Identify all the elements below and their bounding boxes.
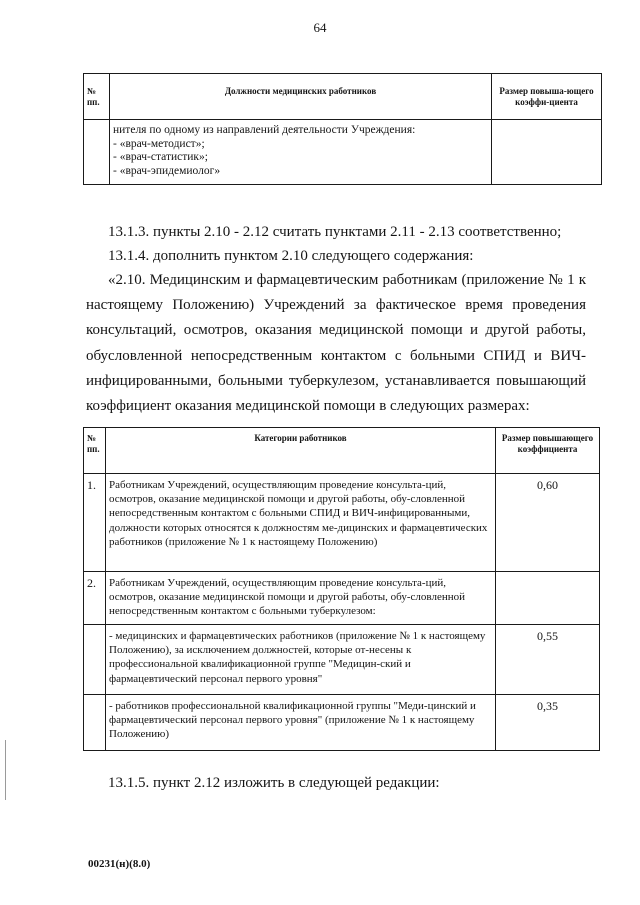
row-line: - «врач-статистик»; [113, 151, 208, 163]
row-text: Работникам Учреждений, осуществляющим проведение консульта-ций, осмотров, оказание медицинской помощи и другой работы, обу-словленной непосредственным контактом с больными туберкулезом: [106, 572, 496, 625]
header-coefficient: Размер повыша-ющего коэффи-циента [492, 74, 602, 120]
row-line: - «врач-методист»; [113, 137, 205, 150]
document-code: 00231(н)(8.0) [88, 858, 151, 870]
row-text-cell [110, 120, 492, 185]
row-line: - «врач-эпидемиолог» [113, 164, 221, 177]
row-value: 0,60 [496, 474, 600, 572]
table-row [84, 120, 602, 185]
paragraph-13-1-4: 13.1.4. дополнить пунктом 2.10 следующего содержания: [108, 248, 474, 264]
row-number-cell [84, 120, 110, 185]
row-value: 0,55 [496, 625, 600, 695]
row-text: - медицинских и фармацевтических работников (приложение № 1 к настоящему Положению), за исключением должностей, которые от-несены к профессиональной квалификационной группе "Медицин-ский и фармацевтический персонал первого уровня" [106, 625, 496, 695]
row-text: - работников профессиональной квалификационной группы "Меди-цинский и фармацевтический персонал первого уровня" (приложение № 1 к настоящему Положению) [106, 695, 496, 751]
row-text: Работникам Учреждений, осуществляющим проведение консульта-ций, осмотров, оказание медицинской помощи и другой работы, обу-словленной непосредственным контактом с больными СПИД и ВИЧ-инфицированными, должности которых относятся к должностям ме-дицинских и фармацевтических работников (приложение № 1 к настоящему Положению) [106, 474, 496, 572]
table-row [84, 572, 600, 625]
row-number: 2. [84, 572, 106, 625]
table-row [84, 474, 600, 572]
header-number: № пп. [84, 74, 110, 120]
scan-edge-mark [5, 740, 6, 800]
row-number: 1. [84, 474, 106, 572]
positions-table-continued [83, 73, 602, 185]
table-row [84, 625, 600, 695]
row-value [496, 572, 600, 625]
table-row [84, 695, 600, 751]
row-number [84, 695, 106, 751]
header-number: № пп. [84, 428, 106, 474]
header-positions: Должности медицинских работников [110, 74, 492, 120]
row-value-cell [492, 120, 602, 185]
coefficients-table [83, 427, 600, 751]
row-value: 0,35 [496, 695, 600, 751]
paragraph-2-10-text: «2.10. Медицинским и фармацевтическим работникам (приложение № 1 к настоящему Положению) Учреждений за фактическое время проведения консультаций, осмотров, оказания медицинской помощи и другой работы, обусловленной непосредственным контактом с больными СПИД и ВИЧ-инфицированными, больными туберкулезом, устанавливается повышающий коэффициент оказания медицинской помощи в следующих размерах: [86, 272, 586, 415]
paragraph-2-10 [86, 268, 586, 419]
paragraph-13-1-5: 13.1.5. пункт 2.12 изложить в следующей редакции: [108, 775, 440, 791]
row-number [84, 625, 106, 695]
row-line: нителя по одному из направлений деятельности Учреждения: [113, 124, 416, 136]
header-categories: Категории работников [106, 428, 496, 474]
paragraph-13-1-3: 13.1.3. пункты 2.10 - 2.12 считать пунктами 2.11 - 2.13 соответственно; [108, 224, 562, 240]
header-coefficient: Размер повышающего коэффициента [496, 428, 600, 474]
page-number: 64 [313, 20, 327, 35]
